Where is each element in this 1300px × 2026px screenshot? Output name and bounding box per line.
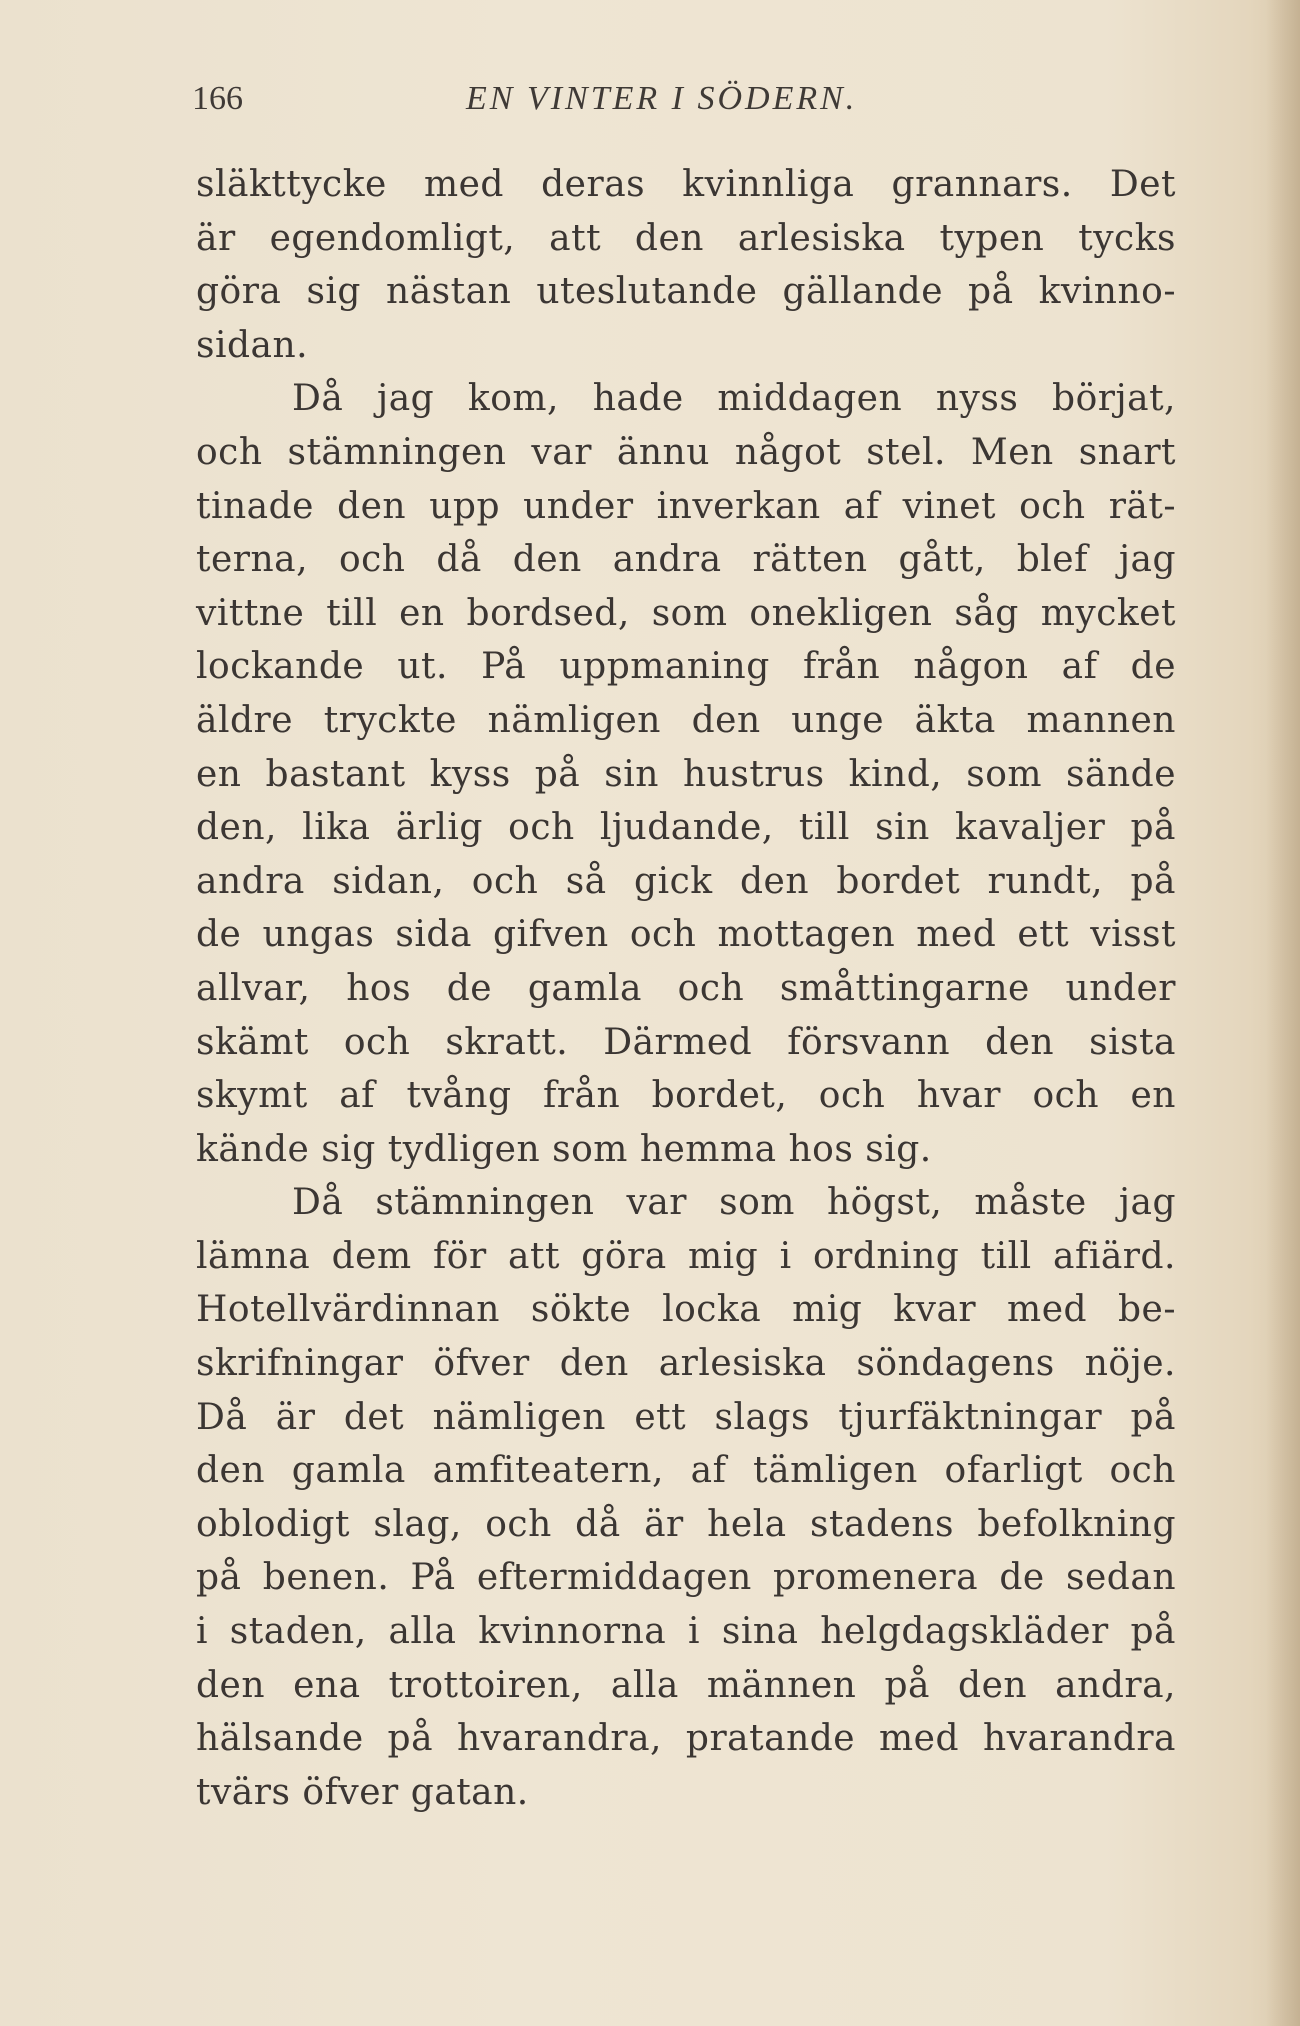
- text-line: tvärs öfver gatan.: [196, 1771, 529, 1813]
- text-line: Då jag kom, hade middagen nyss börjat,: [292, 378, 1176, 420]
- text-line: Då är det nämligen ett slags tjurfäktningar på: [196, 1396, 1176, 1438]
- text-line: den ena trottoiren, alla männen på den andra,: [196, 1664, 1176, 1706]
- text-line: tinade den upp under inverkan af vinet och rät-: [196, 485, 1176, 527]
- text-line: den, lika ärlig och ljudande, till sin kavaljer på: [196, 807, 1176, 849]
- text-line: lockande ut. På uppmaning från någon af de: [196, 646, 1176, 688]
- text-line: släkttycke med deras kvinnliga grannars. Det: [196, 164, 1176, 205]
- text-line: är egendomligt, att den arlesiska typen tycks: [196, 217, 1176, 259]
- text-line: de ungas sida gifven och mottagen med ett visst: [196, 914, 1176, 956]
- text-line: den gamla amfiteatern, af tämligen ofarligt och: [196, 1450, 1176, 1492]
- text-line: andra sidan, och så gick den bordet rundt, på: [196, 860, 1176, 902]
- text-line: göra sig nästan uteslutande gällande på kvinno-: [196, 271, 1176, 313]
- text-line: oblodigt slag, och då är hela stadens befolkning: [196, 1503, 1176, 1545]
- text-line: sidan.: [196, 324, 309, 366]
- body-text: [196, 158, 1176, 1819]
- text-line: på benen. På eftermiddagen promenera de sedan: [196, 1557, 1176, 1599]
- text-line: skrifningar öfver den arlesiska söndagens nöje.: [196, 1343, 1176, 1385]
- text-line: och stämningen var ännu något stel. Men snart: [196, 431, 1176, 473]
- page-edge-shadow: [1266, 0, 1300, 2026]
- text-line: skymt af tvång från bordet, och hvar och en: [196, 1075, 1176, 1117]
- page-header: [192, 80, 932, 130]
- text-line: lämna dem för att göra mig i ordning till afiärd.: [196, 1235, 1176, 1277]
- running-title: EN VINTER I SÖDERN.: [466, 80, 858, 117]
- text-line: terna, och då den andra rätten gått, blef jag: [196, 539, 1176, 581]
- page-number: 166: [192, 80, 243, 117]
- text-line: äldre tryckte nämligen den unge äkta mannen: [196, 699, 1176, 741]
- text-line: Då stämningen var som högst, måste jag: [292, 1182, 1176, 1224]
- text-line: en bastant kyss på sin hustrus kind, som sände: [196, 753, 1176, 795]
- text-line: skämt och skratt. Därmed försvann den sista: [196, 1021, 1176, 1063]
- text-line: kände sig tydligen som hemma hos sig.: [196, 1128, 932, 1170]
- text-line: vittne till en bordsed, som onekligen såg mycket: [196, 592, 1176, 634]
- text-line: allvar, hos de gamla och småttingarne under: [196, 967, 1176, 1009]
- text-line: Hotellvärdinnan sökte locka mig kvar med be-: [196, 1289, 1176, 1331]
- text-line: i staden, alla kvinnorna i sina helgdagskläder på: [196, 1611, 1176, 1653]
- text-line: hälsande på hvarandra, pratande med hvarandra: [196, 1718, 1176, 1760]
